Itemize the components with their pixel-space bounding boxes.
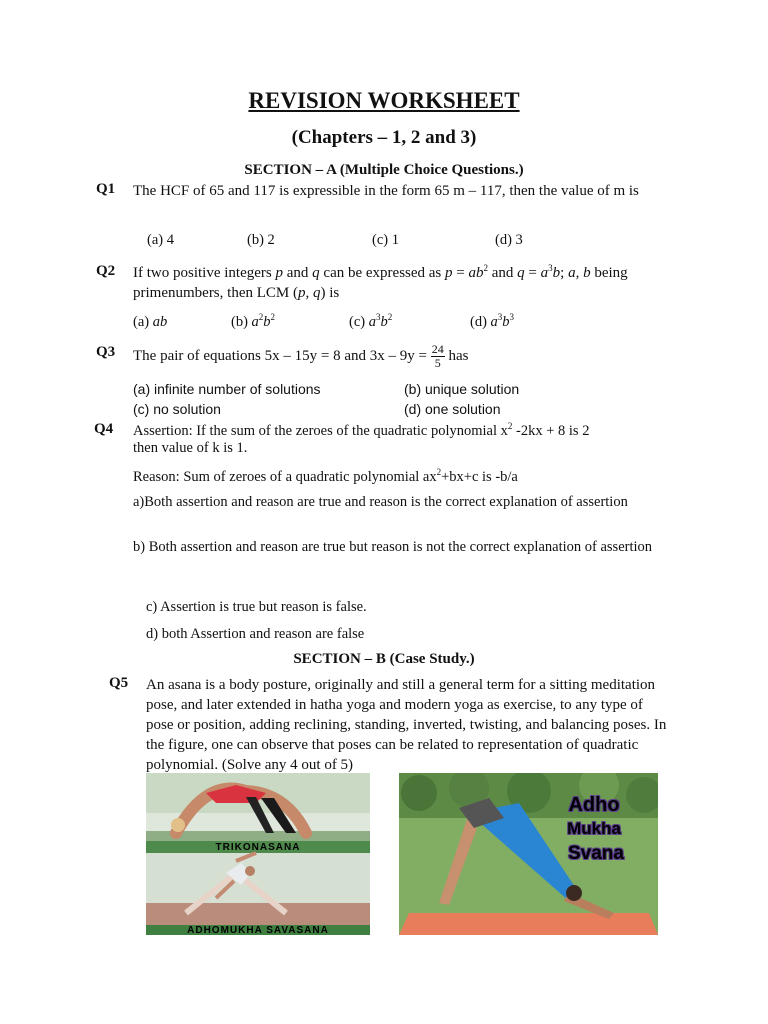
overlay-mukha: Mukha <box>567 819 621 838</box>
q1-option-c: (c) 1 <box>372 232 399 248</box>
downward-dog-illustration <box>399 773 658 935</box>
q1-text: The HCF of 65 and 117 is expressible in the form 65 m – 117, then the value of m is <box>133 183 639 199</box>
q2-option-a: (a) ab <box>133 314 168 330</box>
overlay-adho: Adho <box>568 794 620 816</box>
q4-option-b: b) Both assertion and reason are true but reason is not the correct explanation of assertion <box>133 539 653 555</box>
q4-assertion: Assertion: If the sum of the zeroes of the quadratic polynomial $x^2$ -2kx + 8 is 2 then value of k is 1. <box>133 421 590 456</box>
q2-text: If two positive integers p and q can be expressed as $p = ab^2$ and $q = a^3b$; a, b being primenumbers, then LCM (p, q) is <box>133 263 628 301</box>
q2-option-c: (c) $a^3b^2$ <box>349 312 393 330</box>
q2-option-b: (b) $a^2b^2$ <box>231 312 276 330</box>
q4-option-c: c) Assertion is true but reason is false. <box>146 599 367 615</box>
q5-text: An asana is a body posture, originally and still a general term for a sitting meditation pose, and later extended in hatha yoga and modern yoga as exercise, to any type of pose or position, adding reclining, standing, inverted, twisting, and balancing poses. In the figure, one can observe that poses can be related to representation of quadratic polynomial. (Solve any 4 out of 5) <box>146 677 667 773</box>
q3-number: Q3 <box>96 344 116 360</box>
caption-adhomukha-savasana: ADHOMUKHA SAVASANA <box>187 925 329 935</box>
page-title: REVISION WORKSHEET <box>248 88 520 113</box>
yoga-photo-right <box>399 773 658 935</box>
q1-option-a: (a) 4 <box>147 232 174 248</box>
q3-option-d: (d) one solution <box>404 401 501 417</box>
q1-number: Q1 <box>96 181 116 197</box>
q4-reason: Reason: Sum of zeroes of a quadratic polynomial $ax^2+bx+c$ is -b/a <box>133 467 518 485</box>
q4-option-d: d) both Assertion and reason are false <box>146 626 365 642</box>
q4-number: Q4 <box>94 421 114 437</box>
overlay-svana: Svana <box>568 843 624 864</box>
yoga-poses-illustration <box>146 773 370 935</box>
q2-number: Q2 <box>96 263 116 279</box>
q3-option-a: (a) infinite number of solutions <box>133 381 321 397</box>
q3-option-c: (c) no solution <box>133 401 221 417</box>
yoga-photo-left <box>146 773 370 935</box>
q2-option-d: (d) $a^3b^3$ <box>470 312 515 330</box>
q4-option-a: a)Both assertion and reason are true and reason is the correct explanation of assertion <box>133 494 628 510</box>
section-a-heading: SECTION – A (Multiple Choice Questions.) <box>244 162 524 178</box>
q3-text: The pair of equations 5x – 15y = 8 and 3x – 9y = $\frac{24}{5}$ has <box>133 342 469 370</box>
q5-number: Q5 <box>109 675 129 691</box>
q1-option-d: (d) 3 <box>495 232 523 248</box>
section-b-heading: SECTION – B (Case Study.) <box>293 651 475 667</box>
caption-trikonasana: TRIKONASANA <box>215 842 301 853</box>
page-subtitle: (Chapters – 1, 2 and 3) <box>291 127 477 148</box>
q3-option-b: (b) unique solution <box>404 381 520 397</box>
q3-fraction: $\frac{24}{5}$ <box>431 342 444 370</box>
q1-option-b: (b) 2 <box>247 232 275 248</box>
